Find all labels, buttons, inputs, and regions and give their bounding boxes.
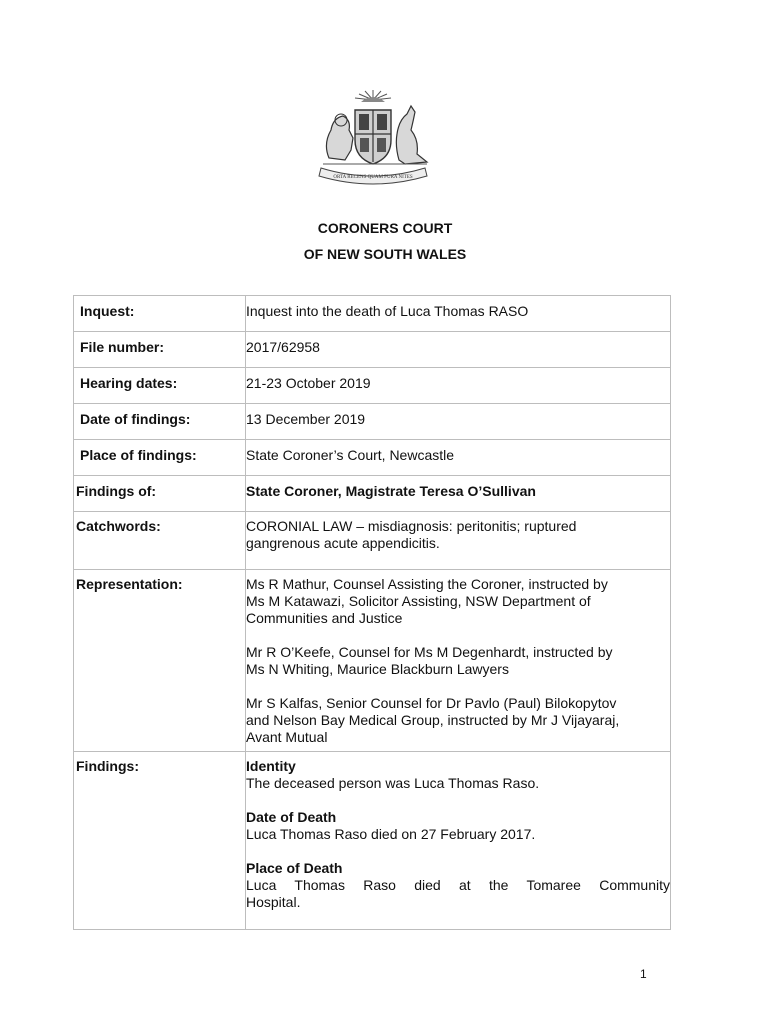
findings-summary-table <box>73 295 671 930</box>
text-line: Hospital. <box>246 894 301 910</box>
catchwords-line: CORONIAL LAW – misdiagnosis: peritonitis; ruptured <box>246 518 577 534</box>
court-crest-seal <box>303 88 443 188</box>
row-label: Representation: <box>74 570 246 752</box>
row-label: Place of findings: <box>74 440 246 476</box>
court-title-line-2: OF NEW SOUTH WALES <box>303 246 467 262</box>
row-value: State Coroner’s Court, Newcastle <box>246 440 671 476</box>
row-value: 13 December 2019 <box>246 404 671 440</box>
row-label: Hearing dates: <box>74 368 246 404</box>
catchwords-value <box>246 512 671 570</box>
findings-date-of-death <box>246 809 670 843</box>
sun-icon <box>361 97 385 102</box>
row-label: File number: <box>74 332 246 368</box>
row-label: Date of findings: <box>74 404 246 440</box>
court-title-line-1: CORONERS COURT <box>317 220 453 236</box>
row-label: Catchwords: <box>74 512 246 570</box>
row-label: Findings: <box>74 752 246 930</box>
page-number: 1 <box>640 967 647 981</box>
motto-text: ORTA RECENS QUAM PURA NITES <box>333 175 413 180</box>
text-line: and Nelson Bay Medical Group, instructed by Mr J Vijayaraj, <box>246 712 620 728</box>
text-line: Avant Mutual <box>246 729 328 745</box>
catchwords-line: gangrenous acute appendicitis. <box>246 535 440 551</box>
section-heading: Identity <box>246 758 296 774</box>
text-line: Ms R Mathur, Counsel Assisting the Coroner, instructed by <box>246 576 608 592</box>
findings-place-of-death <box>246 860 670 911</box>
table-row-findings <box>74 752 671 930</box>
row-value: Inquest into the death of Luca Thomas RASO <box>246 296 671 332</box>
table-row-file-number <box>74 332 671 368</box>
row-value: State Coroner, Magistrate Teresa O’Sullivan <box>246 476 671 512</box>
lion-icon <box>326 116 353 160</box>
section-heading: Date of Death <box>246 809 337 825</box>
text-line: The deceased person was Luca Thomas Raso. <box>246 775 540 791</box>
representation-paragraph <box>246 695 670 746</box>
text-line: Ms N Whiting, Maurice Blackburn Lawyers <box>246 661 509 677</box>
representation-value <box>246 570 671 752</box>
text-line: Luca Thomas Raso died on 27 February 2017. <box>246 826 536 842</box>
text-line: Communities and Justice <box>246 610 403 626</box>
row-label: Findings of: <box>74 476 246 512</box>
table-row-date-of-findings <box>74 404 671 440</box>
table-row-hearing-dates <box>74 368 671 404</box>
kangaroo-icon <box>396 106 427 164</box>
table-row-catchwords <box>74 512 671 570</box>
row-value: 21-23 October 2019 <box>246 368 671 404</box>
text-line: Ms M Katawazi, Solicitor Assisting, NSW Department of <box>246 593 591 609</box>
table-row-findings-of <box>74 476 671 512</box>
row-value: 2017/62958 <box>246 332 671 368</box>
table-row-place-of-findings <box>74 440 671 476</box>
table-row-representation <box>74 570 671 752</box>
section-heading: Place of Death <box>246 860 343 876</box>
representation-paragraph <box>246 644 670 678</box>
text-line: Luca Thomas Raso died at the Tomaree Community <box>246 877 670 893</box>
row-label: Inquest: <box>74 296 246 332</box>
findings-value <box>246 752 671 930</box>
table-row-inquest <box>74 296 671 332</box>
text-line: Mr S Kalfas, Senior Counsel for Dr Pavlo (Paul) Bilokopytov <box>246 695 617 711</box>
findings-identity <box>246 758 670 792</box>
text-line: Mr R O’Keefe, Counsel for Ms M Degenhardt, instructed by <box>246 644 613 660</box>
representation-paragraph <box>246 576 670 627</box>
